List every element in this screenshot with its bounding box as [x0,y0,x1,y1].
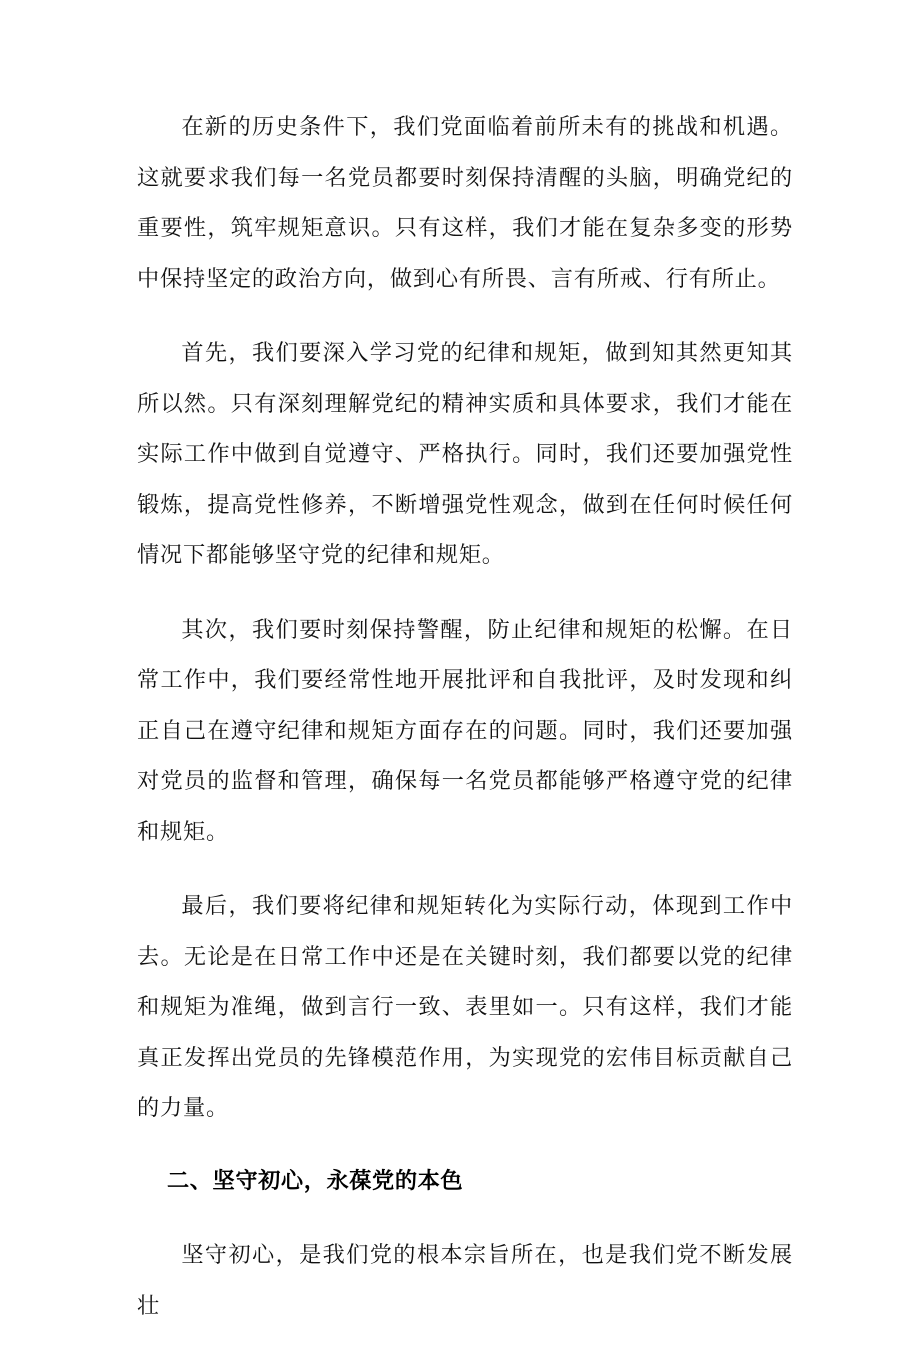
paragraph-4: 最后，我们要将纪律和规矩转化为实际行动，体现到工作中去。无论是在日常工作中还是在关键时刻，我们都要以党的纪律和规矩为准绳，做到言行一致、表里如一。只有这样，我们才能真正发挥出党员的先锋模范作用，为实现党的宏伟目标贡献自己的力量。 [137,893,793,1121]
paragraph-3: 其次，我们要时刻保持警醒，防止纪律和规矩的松懈。在日常工作中，我们要经常性地开展批评和自我批评，及时发现和纠正自己在遵守纪律和规矩方面存在的问题。同时，我们还要加强对党员的监督和管理，确保每一名党员都能够严格遵守党的纪律和规矩。 [137,616,793,845]
document-body [137,102,793,1355]
paragraph-2: 首先，我们要深入学习党的纪律和规矩，做到知其然更知其所以然。只有深刻理解党纪的精神实质和具体要求，我们才能在实际工作中做到自觉遵守、严格执行。同时，我们还要加强党性锻炼，提高党性修养，不断增强党性观念，做到在任何时候任何情况下都能够坚守党的纪律和规矩。 [137,340,793,568]
paragraph-1: 在新的历史条件下，我们党面临着前所未有的挑战和机遇。这就要求我们每一名党员都要时刻保持清醒的头脑，明确党纪的重要性，筑牢规矩意识。只有这样，我们才能在复杂多变的形势中保持坚定的政治方向，做到心有所畏、言有所戒、行有所止。 [137,114,793,292]
paragraph-5: 坚守初心，是我们党的根本宗旨所在，也是我们党不断发展壮 [137,1242,793,1319]
section-heading: 二、坚守初心，永葆党的本色 [166,1167,464,1194]
